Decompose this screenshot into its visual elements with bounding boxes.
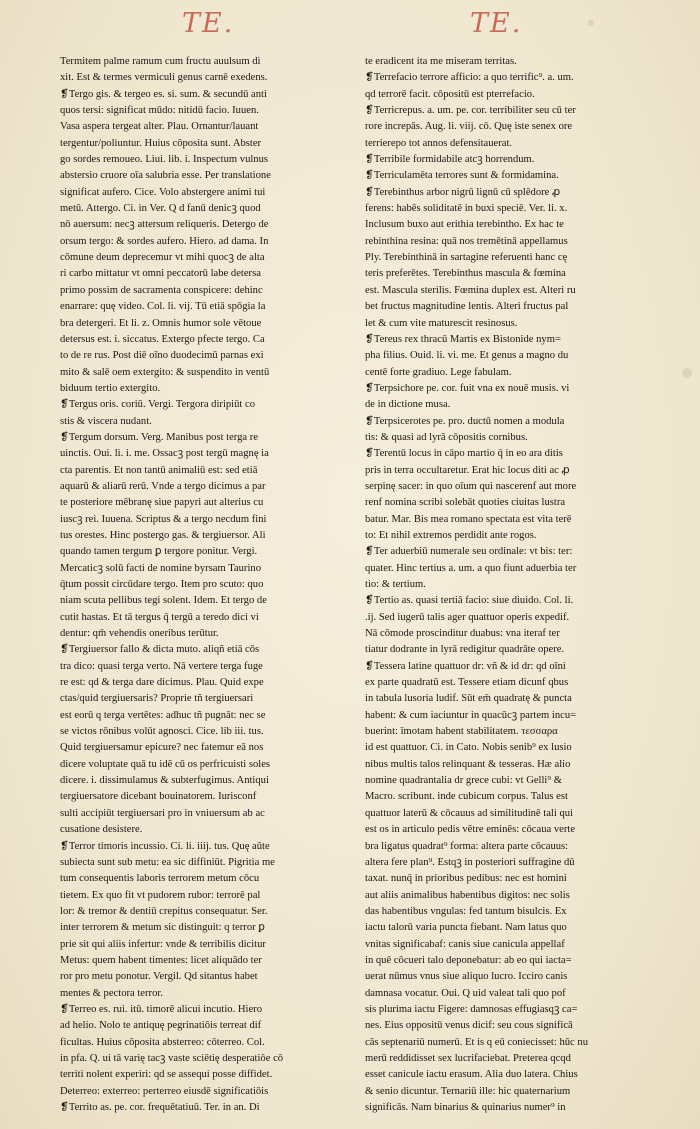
text-line: lor: & tremor & dentiū crepitus consequatur. Ser. bbox=[60, 905, 268, 917]
running-head-left: TE. bbox=[182, 8, 235, 39]
right-column bbox=[365, 54, 683, 1116]
text-line: dicere. i. dissimulamus & subterfugimus. Antiqui bbox=[60, 775, 269, 787]
text-line: ❡Tergum dorsum. Verg. Manibus post terga re bbox=[60, 431, 259, 443]
text-line: niam scuta pellibus tegi solent. Idem. Et tergo de bbox=[60, 595, 267, 607]
text-line: merū reddidisset sex lucrifaciebat. Preterea qcqd bbox=[365, 1052, 571, 1064]
text-line: subiecta sunt sub metu: ea sic diffiniūt. Pigritia me bbox=[60, 856, 275, 868]
text-line: ❡Tertio as. quasi tertiā facio: siue diuido. Col. li. bbox=[365, 595, 574, 607]
text-line: ficultas. Huius cōposita absterreo: cōterreo. Col. bbox=[60, 1036, 265, 1048]
text-line: tum consequentis laboris terrorem metum cōcu bbox=[60, 873, 260, 885]
text-line: sis plurima iactu Figere: damnosas effugiasqꝫ ca= bbox=[365, 1003, 578, 1015]
text-line: significat aufero. Cice. Volo abstergere animi tui bbox=[60, 186, 266, 198]
text-line: aquarū & aliarū rerū. Vnde a tergo dicimus a par bbox=[60, 480, 266, 492]
text-line: terrierepo tot annos defensitauerat. bbox=[365, 137, 513, 149]
text-line: iuscꝫ rei. Iuuena. Scriptus & a tergo necdum fini bbox=[60, 513, 267, 525]
text-line: Quid tergiuersamur epicure? nec fatemur eā nos bbox=[60, 742, 264, 754]
text-line: centē forte gradiuo. Lege fabulam. bbox=[365, 366, 512, 378]
text-line: go sordes remoueo. Liui. lib. i. Inspectum vulnus bbox=[60, 154, 269, 166]
text-line: cta parentis. Et non tantū animaliū est: sed etiā bbox=[60, 464, 258, 476]
text-line: ex parte quadratū est. Tessere etiam dicunf qbus bbox=[365, 677, 569, 689]
text-line: te eradicent ita me miseram territas. bbox=[365, 56, 517, 67]
text-line: ❡Terrefacio terrore afficio: a quo terrific⁹. a. um. bbox=[365, 72, 574, 84]
text-line: ctas/quid tergiuersaris? Proprie tñ tergiuersari bbox=[60, 693, 254, 705]
text-line: stis & viscera nudant. bbox=[60, 415, 152, 427]
text-line: primo possim de sacramenta conspicere: dehinc bbox=[60, 284, 263, 296]
text-line: inter terrorem & metum sic distinguit: q terror ꝑ bbox=[60, 922, 266, 934]
text-line: tergiuersatore dicebant bouinatorem. Iurisconf bbox=[60, 791, 257, 803]
text-line: Nā cōmode proscinditur duabus: vna iteraf ter bbox=[365, 628, 560, 640]
text-line: ❡Tessera latine quattuor dr: vñ & id dr: qd oīni bbox=[365, 660, 566, 672]
text-line: prie sit qui aliis infertur: vnde & terribilis dicitur bbox=[60, 938, 266, 950]
text-line: q̄tum possit circūdare tergo. Item pro scuto: quo bbox=[60, 579, 264, 590]
text-line: Macro. scribunt. inde cubicum corpus. Talus est bbox=[365, 791, 568, 803]
text-line: serpinę sacer: in quo oīum qui nascerenf aut more bbox=[365, 480, 577, 492]
text-line: let & cum vite maturescit resinosus. bbox=[365, 317, 518, 329]
text-line: ferens: habēs soliditatē in buxi speciē. Ver. li. x. bbox=[365, 203, 568, 215]
text-line: aut aliis animalibus habentibus digitos: nec solis bbox=[365, 889, 570, 901]
text-line: in pfa. Q. ui tā varię tacꝫ vaste sciētię desperatiōe cō bbox=[60, 1052, 284, 1064]
text-line: bet fructus magnitudine lentis. Alteri fructus pal bbox=[365, 301, 569, 313]
text-line: abstersio cruore oīa salubria esse. Per translatione bbox=[60, 170, 271, 182]
text-line: mentes & pectora terror. bbox=[60, 987, 163, 999]
text-line: habent: & cum iaciuntur in quacūcꝫ partem incu= bbox=[365, 709, 577, 721]
text-line: ❡Tergiuersor fallo & dicta muto. aliqñ etiā cōs bbox=[60, 644, 260, 656]
text-line: tio: & tertium. bbox=[365, 579, 426, 590]
text-line: te posteriore mēbranę siue papyri aut alterius cu bbox=[60, 497, 264, 509]
text-line: & senio dicuntur. Ternariū ille: hic quaternarium bbox=[365, 1085, 571, 1097]
text-line: pha filius. Ouid. li. vi. me. Et genus a magno du bbox=[365, 350, 569, 362]
text-line: bra detergeri. Et li. z. Omnis humor sole vētoue bbox=[60, 317, 262, 329]
text-line: ❡Terpsichore pe. cor. fuit vna ex nouē musis. vi bbox=[365, 382, 570, 394]
text-line: tietem. Ex quo fit vt pudorem rubor: terrorē pal bbox=[60, 889, 261, 901]
text-line: tus orestes. Hinc postergo gas. & tergiuersor. Ali bbox=[60, 529, 266, 541]
text-line: ❡Tergo gis. & tergeo es. si. sum. & secundū anti bbox=[60, 88, 267, 100]
text-line: quos tersi: significat mūdo: nitidū facio. Iuuen. bbox=[60, 105, 259, 117]
text-line: vnitas significabaf: canis siue canicula appellaf bbox=[365, 938, 565, 950]
text-line: Metus: quem habent timentes: licet aliquādo ter bbox=[60, 954, 262, 966]
text-line: tiatur dodrante in lyrā redigitur quadrāte opere. bbox=[365, 644, 565, 656]
text-line: damnasa vocatur. Oui. Q uid valeat tali quo pof bbox=[365, 987, 566, 999]
text-line: ❡Terriculamēta terrores sunt & formidamina. bbox=[365, 170, 559, 182]
text-line: ror pro metu ponotur. Vergil. Qd sitantus habet bbox=[60, 971, 258, 983]
text-line: bra ligatus quadrat⁹ forma: altera parte cōcauus: bbox=[365, 840, 569, 852]
text-line: enarrare: quę video. Col. li. vij. Tū etiā spōgia la bbox=[60, 301, 266, 313]
text-line: pris in terra occultaretur. Erat hic locus diti ac ꝓ bbox=[365, 464, 570, 476]
text-line: nō auersum: necꝫ attersum reliqueris. Detergo de bbox=[60, 219, 269, 231]
text-line: iactu talorū varia puncta fiebant. Nam latus quo bbox=[365, 922, 567, 934]
text-line: ❡Terreo es. rui. itū. timorē alicui incutio. Hiero bbox=[60, 1003, 262, 1015]
text-line: est eorū q terga vertētes: adhuc tñ pugnāt: nec se bbox=[60, 709, 266, 721]
paper-stain bbox=[682, 368, 692, 378]
text-line: batur. Mar. Bis mea romano spectata est vita terē bbox=[365, 513, 572, 525]
text-line: ❡Terricrepus. a. um. pe. cor. terribiliter seu cū ter bbox=[365, 105, 576, 117]
text-line: ri carbo mittatur vt omni peccatorū labe detersa bbox=[60, 268, 261, 280]
text-line: ❡Terribile formidabile atcꝫ horrendum. bbox=[365, 154, 535, 166]
text-line: ❡Ter aduerbiū numerale seu ordinale: vt bis: ter: bbox=[365, 546, 573, 558]
text-line: das habentibus vngulas: fed tantum bisulcis. Ex bbox=[365, 905, 567, 917]
text-line: uerat nūmus vnus siue aliquo lucro. Icciro canis bbox=[365, 971, 568, 983]
text-line: id est quattuor. Ci. in Cato. Nobis senib⁹ ex lusio bbox=[365, 742, 572, 754]
text-line: ❡Terpsicerotes pe. pro. ductū nomen a modula bbox=[365, 415, 565, 427]
text-line: Ply. Terebinthinā in sartagine referuenti hanc cę bbox=[365, 252, 568, 264]
text-line: ❡Terebinthus arbor nigrū lignū cū splēdore ꝓ bbox=[365, 186, 561, 198]
text-line: est os in articulo pedis vētre eminēs: cōcaua verte bbox=[365, 824, 576, 836]
text-line: Mercaticꝫ solū facti de nomine byrsam Taurino bbox=[60, 562, 261, 574]
running-head-right: TE. bbox=[470, 8, 523, 39]
text-line: taxat. nunq̄ in prioribus pedibus: nec est homini bbox=[365, 873, 567, 885]
text-line: re est: qd & terga dare dicimus. Plau. Quid expe bbox=[60, 677, 264, 689]
text-line: altera fere plan⁹. Estqꝫ in posteriori suffragine dū bbox=[365, 856, 575, 868]
text-line: .ij. Sed iugerū talis ager quattuor operis expedif. bbox=[365, 611, 570, 623]
text-line: metū. Attergo. Ci. in Ver. Q d fanū denicꝫ quod bbox=[60, 203, 261, 215]
text-line: ❡Tereus rex thracū Martis ex Bistonide nym= bbox=[365, 333, 561, 345]
text-line: mito & salē oem extergito: & suspendito in ventū bbox=[60, 366, 270, 378]
text-line: se victos rōnibus volūt agnosci. Cice. lib iii. tus. bbox=[60, 726, 264, 738]
text-line: rebinthina resina: quā nos tremētinā appellamus bbox=[365, 235, 568, 247]
text-line: in quē cōcueri talo deponebatur: ab eo qui iacta= bbox=[365, 954, 572, 966]
text-line: quattuor laterū & cōcauus ad similitudinē tali qui bbox=[365, 807, 574, 819]
text-line: cōmune deum deprecemur vt mihi quocꝫ de alta bbox=[60, 252, 265, 264]
text-line: quater. Hinc tertius a. um. a quo fiunt aduerbia ter bbox=[365, 562, 577, 574]
text-line: ❡Tergus oris. coriū. Vergi. Tergora diripiūt co bbox=[60, 399, 256, 411]
text-line: ❡Territo as. pe. cor. frequētatiuū. Ter. in an. Di bbox=[60, 1102, 260, 1113]
text-line: tergentur/poliuntur. Huius cōposita sunt. Abster bbox=[60, 137, 262, 149]
text-line: rore increpās. Aug. li. viij. cō. Quę iste senex ore bbox=[365, 121, 573, 133]
text-line: orsum tergo: & sordes aufero. Hiero. ad dama. In bbox=[60, 235, 269, 247]
text-line: xit. Est & termes vermiculi genus carnē exedens. bbox=[60, 72, 268, 84]
left-column bbox=[60, 54, 348, 1116]
text-line: in tabula lusoria ludif. Sūt em̄ quadratę & puncta bbox=[365, 693, 572, 705]
text-line: teris preferētes. Terebinthus mascula & fœmina bbox=[365, 268, 566, 280]
text-line: biduum tertio extergito. bbox=[60, 382, 161, 394]
text-line: esset canicule iactu erasum. Alia duo latera. Chius bbox=[365, 1069, 578, 1081]
text-line: to: Et nihil extremos perdidit ante rogos. bbox=[365, 529, 537, 541]
text-line: ❡Terentū locus in cāpo martio q̄ in eo ara ditis bbox=[365, 448, 563, 460]
text-line: Termitem palme ramum cum fructu auulsum di bbox=[60, 56, 261, 67]
text-line: dentur: qm̄ vehendis oneribus terūtur. bbox=[60, 628, 219, 640]
text-line: ❡Terror timoris incussio. Ci. li. iiij. tus. Quę aūte bbox=[60, 840, 270, 852]
text-line: tis: & quasi ad lyrā cōpositis cornibus. bbox=[365, 431, 528, 443]
text-line: dicere voluptate quā tu idē cū os perfricuisti soles bbox=[60, 758, 271, 770]
text-line: est. Mascula sterilis. Fœmina duplex est. Alteri ru bbox=[365, 284, 576, 296]
text-line: cutit hastas. Et tā tergus q̄ tergū a teredo dici vi bbox=[60, 611, 259, 623]
text-line: sulti accipiūt tergiuersari pro in vniuersum ab ac bbox=[60, 807, 265, 819]
text-line: detersus est. i. siccatus. Extergo pfecte tergo. Ca bbox=[60, 333, 265, 345]
text-line: buerint: īmotam habent stabilitatem. τεσσαρα bbox=[365, 726, 558, 738]
text-line: cusatione desistere. bbox=[60, 824, 143, 836]
paper-stain bbox=[588, 20, 594, 26]
text-line: nibus multis talos relinquant & tesseras. Hæ alio bbox=[365, 758, 571, 770]
text-line: territi nolent experiri: qd se assequi posse diffidet. bbox=[60, 1069, 273, 1081]
text-line: qd terrorē facit. cōpositū est pterrefacio. bbox=[365, 88, 535, 100]
text-line: de in dictione musa. bbox=[365, 399, 451, 411]
text-line: tra dico: quasi terga verto. Nā vertere terga fuge bbox=[60, 660, 263, 672]
text-line: significās. Nam binarius & quinarius numer⁹ in bbox=[365, 1102, 566, 1113]
text-line: cās septenariū numerū. Et is q eū coniecisset: hūc nu bbox=[365, 1036, 588, 1048]
text-line: nes. Eius oppositū venus dicif: seu cous significā bbox=[365, 1020, 573, 1032]
text-line: quando tamen tergum ꝑ tergore ponitur. Vergi. bbox=[60, 546, 258, 558]
text-line: renf nomina scribi solebāt quoties ciuitas lustra bbox=[365, 497, 566, 509]
text-line: Inclusum buxo aut erithia terebintho. Ex hac te bbox=[365, 219, 564, 231]
text-line: nomine quadrantalia dr grece cubi: vt Gelli⁹ & bbox=[365, 775, 562, 787]
text-line: Vasa aspera tergeat alter. Plau. Ornantur/lauant bbox=[60, 121, 259, 133]
text-line: to de re rus. Post diē oīno duodecimū parnas exi bbox=[60, 350, 264, 362]
text-line: uinctis. Oui. li. i. me. Ossacꝫ post tergū magnę ia bbox=[60, 448, 269, 460]
text-line: Deterreo: exterreo: perterreo eiusdē significatiōis bbox=[60, 1085, 269, 1097]
text-line: ad helio. Nolo te antiquę pegrinatiōis terreat dif bbox=[60, 1020, 262, 1032]
